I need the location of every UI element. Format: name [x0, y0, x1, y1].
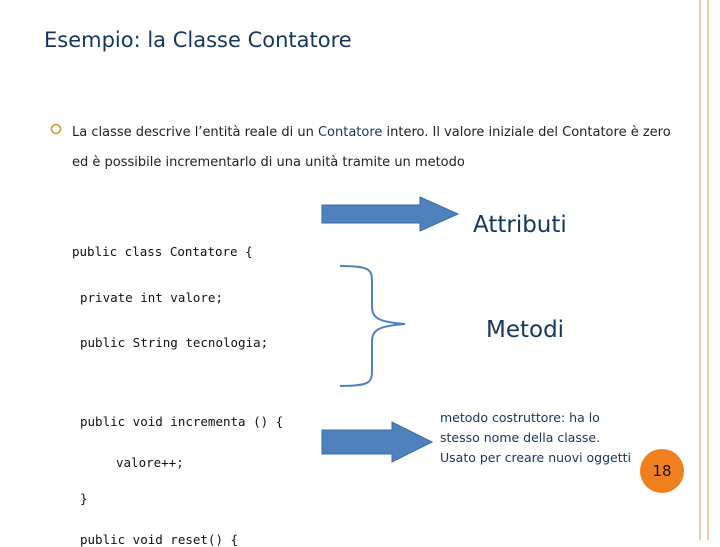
code-line-increment: valore++;: [116, 455, 184, 470]
page-number-badge: [640, 449, 684, 493]
constructor-note-line-3: Usato per creare nuovi oggetti: [440, 450, 632, 465]
bullet-text-post: intero. Il valore iniziale del Contatore è zero: [382, 125, 671, 140]
constructor-note: [440, 408, 660, 468]
label-attributi: Attributi: [473, 212, 567, 238]
label-metodi: Metodi: [486, 317, 565, 343]
curly-brace-icon: [340, 266, 405, 386]
slide-title: Esempio: la Classe Contatore: [44, 28, 352, 52]
code-line-field-tecnologia: public String tecnologia;: [80, 335, 269, 350]
code-line-method-incrementa: public void incrementa () {: [80, 414, 284, 429]
code-line-method-reset: public void reset() {: [80, 532, 239, 547]
bullet-line-2: ed è possibile incrementarlo di una unità tramite un metodo: [72, 155, 465, 170]
page-number: 18: [652, 462, 672, 480]
code-line-close-brace: }: [80, 491, 88, 506]
arrow-to-attributi-icon: [322, 197, 458, 231]
arrow-to-costruttore-icon: [322, 422, 432, 462]
bullet-text-pre: La classe descrive l’entità reale di un: [72, 125, 318, 140]
constructor-note-line-1: metodo costruttore: ha lo: [440, 410, 600, 425]
code-line-class-decl: public class Contatore {: [72, 244, 253, 259]
constructor-note-line-2: stesso nome della classe.: [440, 430, 601, 445]
bullet-text-highlight: Contatore: [317, 125, 383, 140]
code-line-field-valore: private int valore;: [80, 290, 223, 305]
